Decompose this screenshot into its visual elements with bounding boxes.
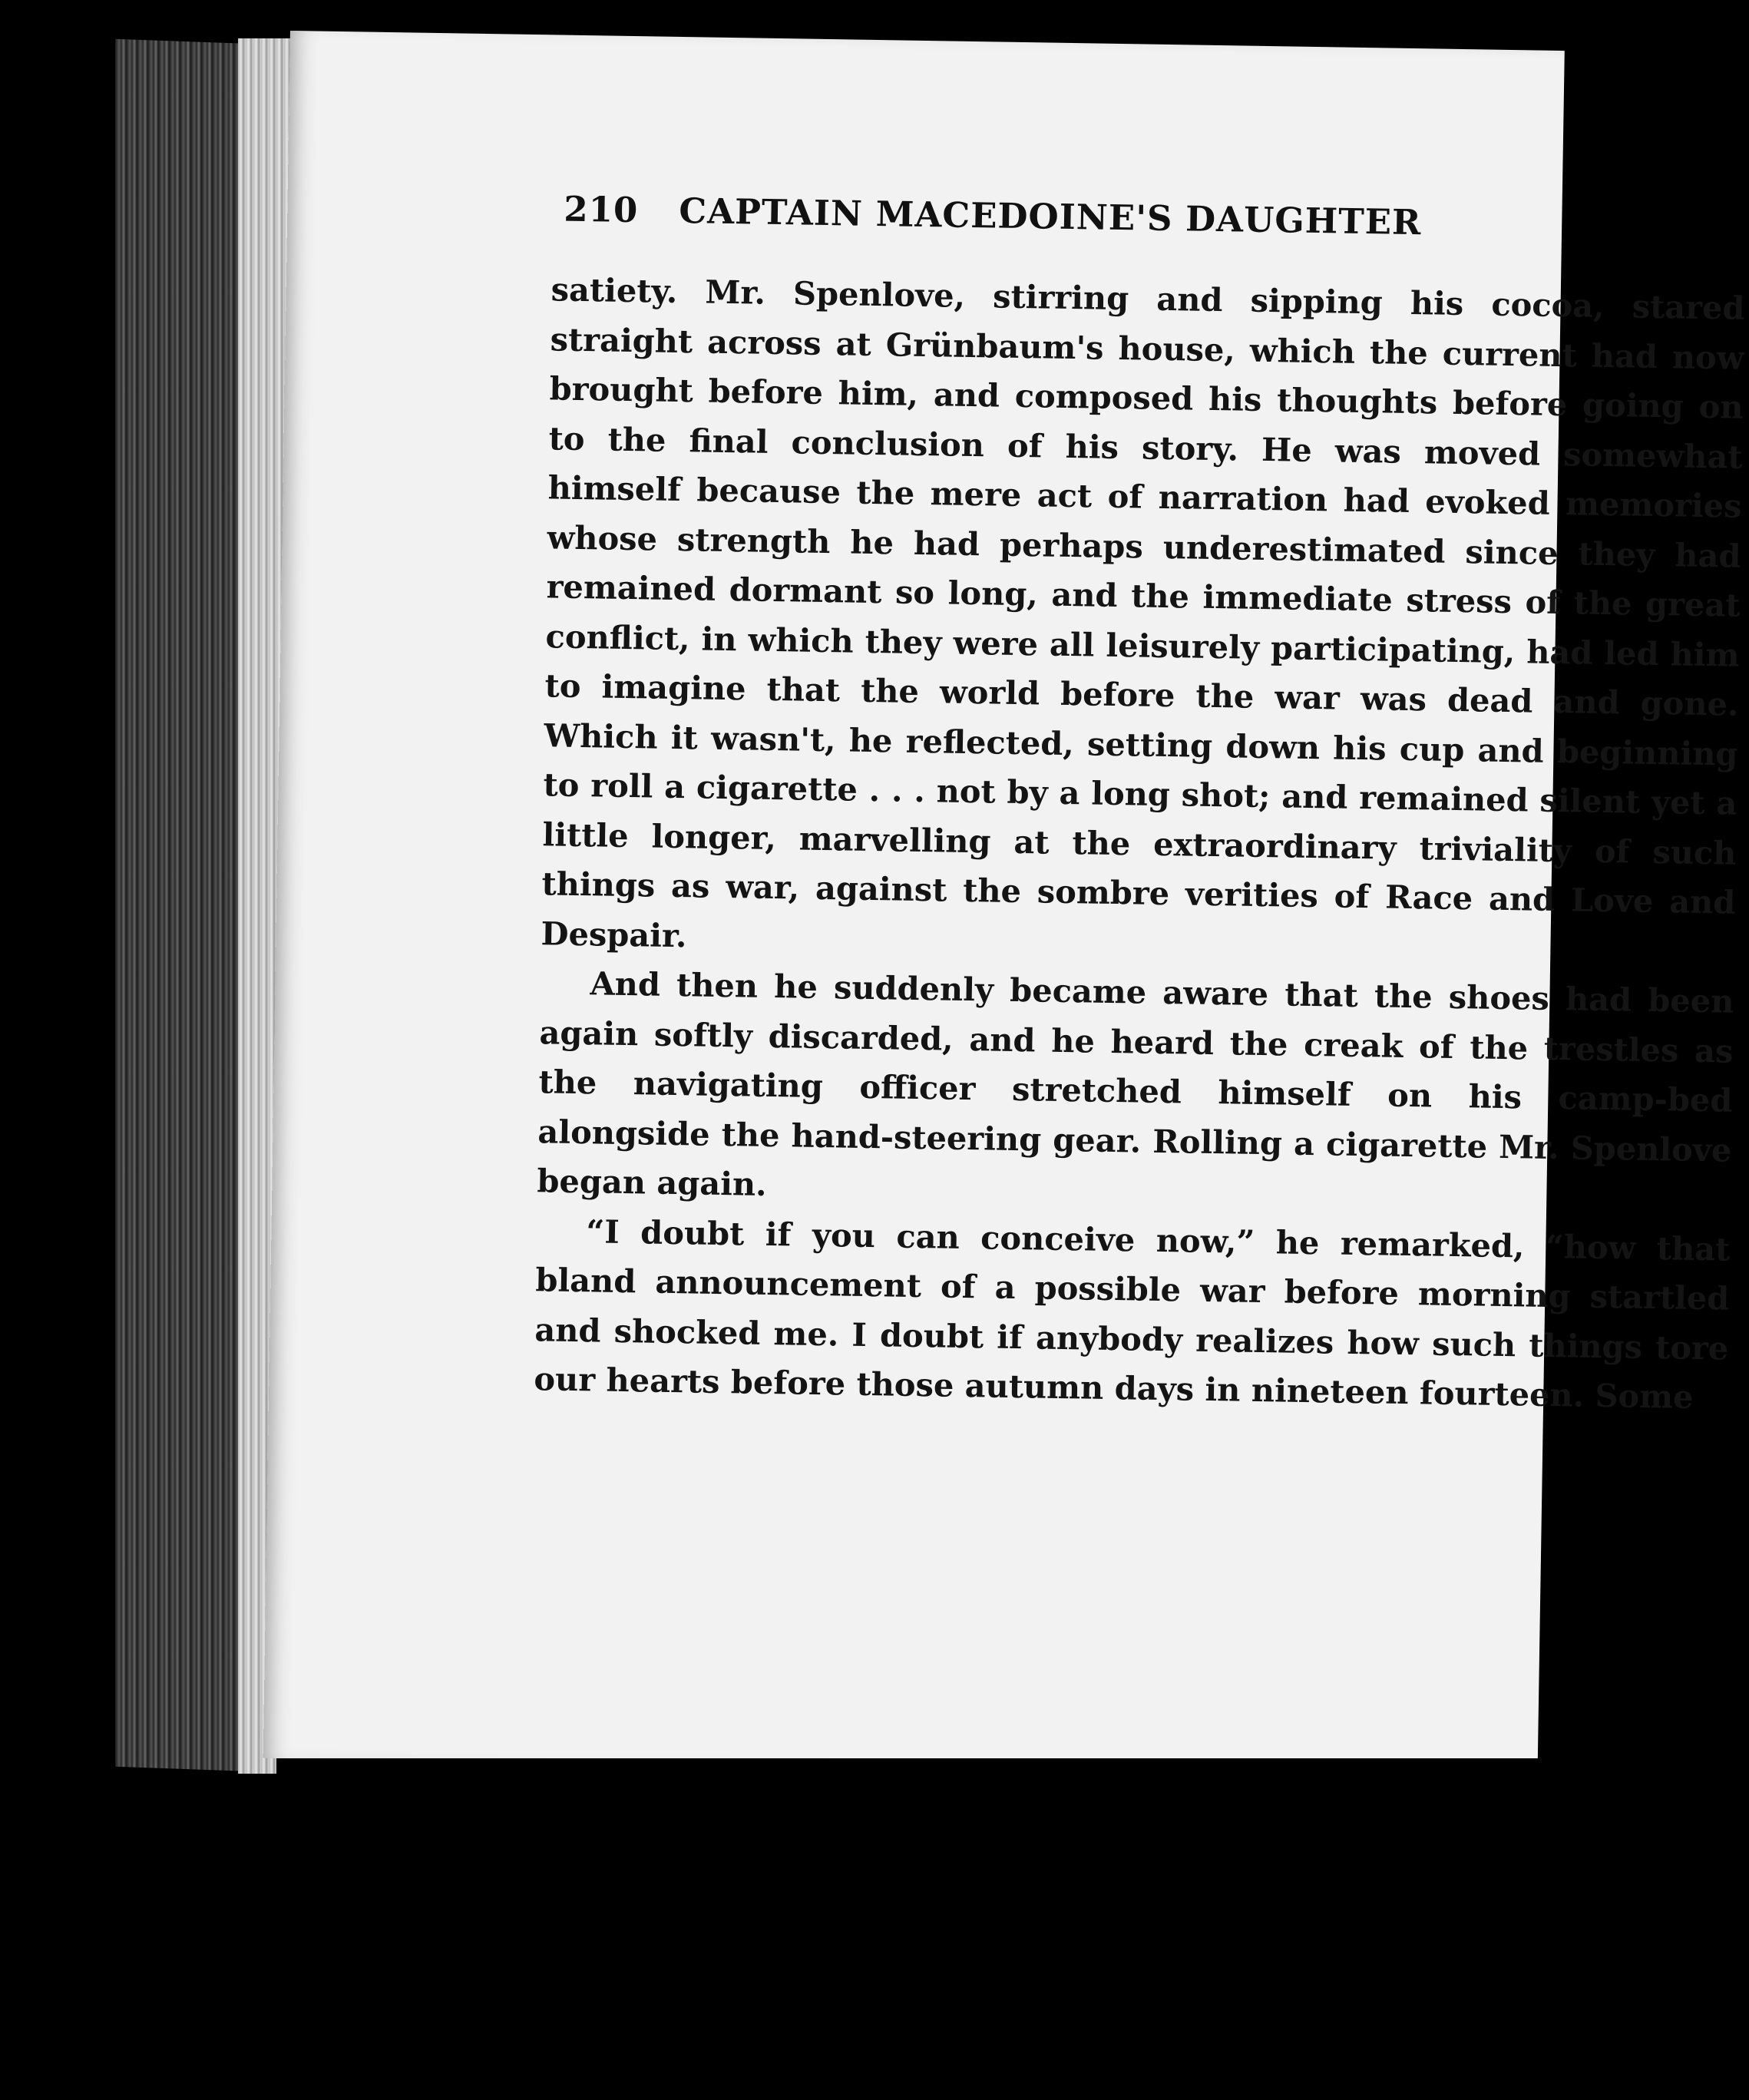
- paragraph: “I doubt if you can conceive now,” he remarked, “how that bland announcement of a possible war before morning startled and shocked me. I doubt if anybody realizes how such things tore our hearts before those autumn days in nineteen fourteen. Some: [534, 1212, 1731, 1416]
- paragraph: satiety. Mr. Spenlove, stirring and sipping his cocoa, stared straight across at Grünbaum's house, which the current had now brought before him, and composed his thoughts before going on to the final conclusion of his story. He was moved somewhat himself because the mere act of narration had evoked memories whose strength he had perhaps underestimated since they had remained dormant so long, and the immediate stress of the great conflict, in which they were all leisurely participating, had led him to imagine that the world before the war was dead and gone. Which it wasn't, he reflected, setting down his cup and beginning to roll a cigarette . . . not by a long shot; and remained silent yet a little longer, marvelling at the extraordinary triviality of such things as war, against the sombre verities of Race and Love and Despair.: [541, 270, 1745, 954]
- page-number: 210: [563, 188, 639, 231]
- running-head: [564, 189, 1731, 248]
- body-text: [534, 265, 1745, 1423]
- running-head-title: CAPTAIN MACEDOINE'S DAUGHTER: [678, 190, 1422, 243]
- paragraph: And then he suddenly became aware that the shoes had been again softly discarded, and he heard the creak of the trestles as the navigating officer stretched himself on his camp-bed alongside the hand-steering gear. Rolling a cigarette Mr. Spenlove began again.: [537, 964, 1734, 1203]
- scan-background: [276, 1758, 1582, 2100]
- page-paper: [263, 31, 1745, 1778]
